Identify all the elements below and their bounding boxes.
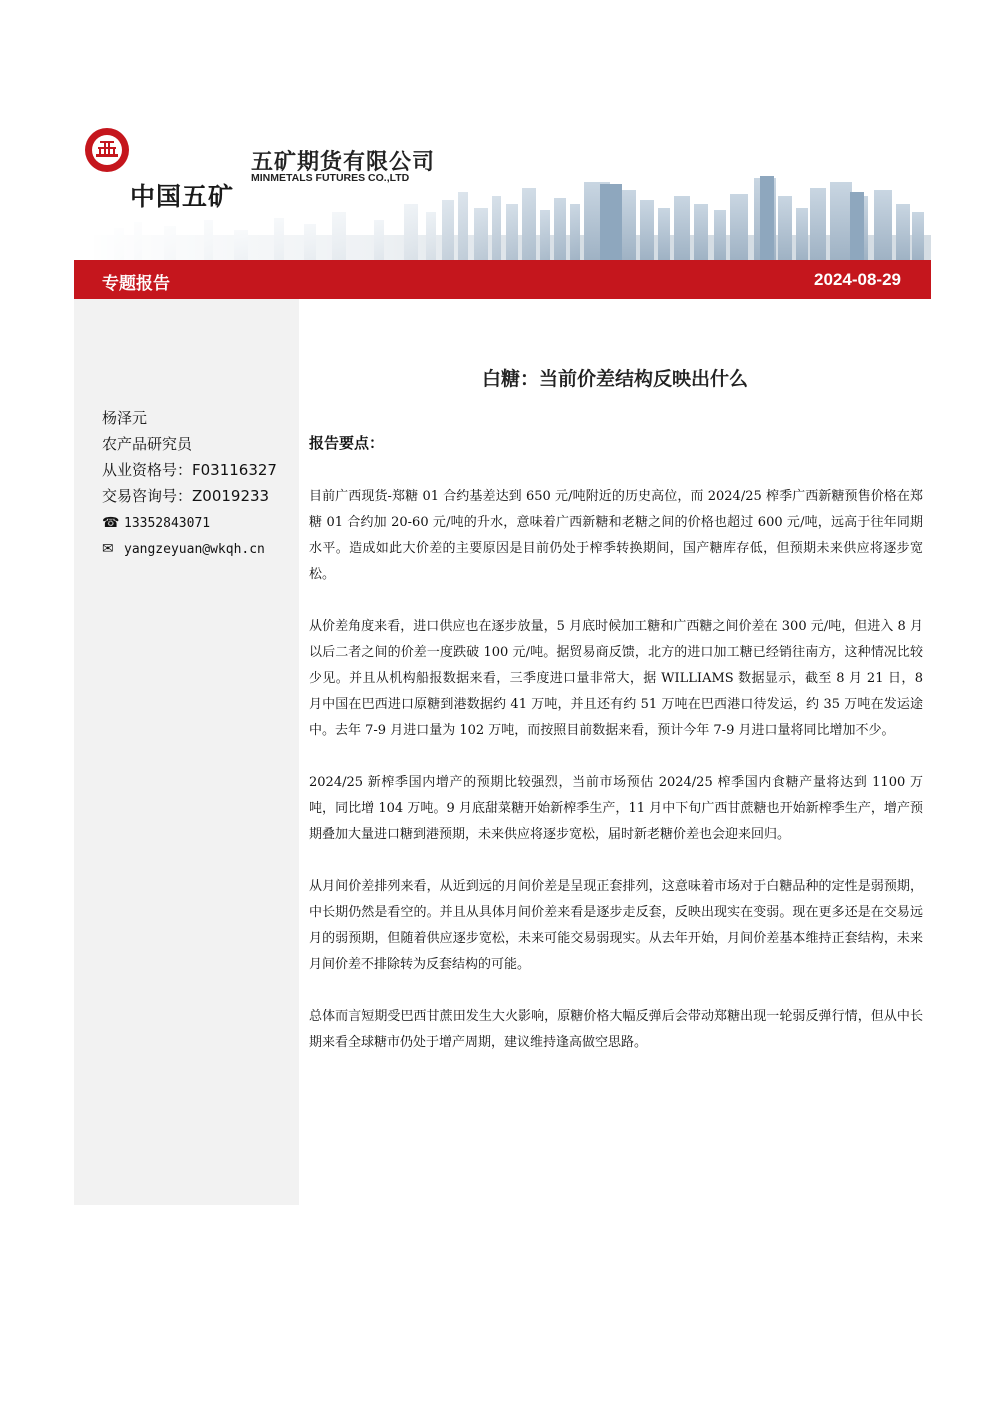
phone-icon: ☎ bbox=[102, 515, 120, 531]
company-name-cn: 五矿期货有限公司 bbox=[251, 150, 436, 175]
paragraph: 目前广西现货-郑糖 01 合约基差达到 650 元/吨附近的历史高位，而 2024/25 榨季广西新糖预售价格在郑糖 01 合约加 20-60 元/吨的升水，意味着广西新糖和老糖之间的价格也超过 600 元/吨，远高于往年同期水平。造成如此大价差的主要原因是目前仍处于榨季转换期间，国产糖库存低，但预期未来供应将逐步宽松。 bbox=[309, 489, 923, 582]
author-qualification: 从业资格号：F03116327 bbox=[102, 461, 277, 479]
report-title bbox=[300, 364, 930, 391]
author-email[interactable]: yangzeyuan@wkqh.cn bbox=[124, 542, 265, 557]
author-block bbox=[102, 405, 277, 561]
author-name: 杨泽元 bbox=[102, 409, 148, 427]
author-email-row bbox=[102, 535, 277, 561]
author-phone: 13352843071 bbox=[124, 516, 211, 531]
minmetals-emblem-icon bbox=[84, 127, 130, 173]
author-phone-row bbox=[102, 509, 277, 535]
author-sidebar bbox=[74, 299, 299, 1205]
paragraph: 从价差角度来看，进口供应也在逐步放量，5 月底时候加工糖和广西糖之间价差在 300 元/吨，但进入 8 月以后二者之间的价差一度跌破 100 元/吨。据贸易商反馈，北方的进口加工糖已经销往南方，这种情况比较少见。并且从机构船报数据来看，三季度进口量非常大，据 WILLIAMS 数据显示，截至 8 月 21 日，8 月中国在巴西进口原糖到港数据约 41 万吨，并且还有约 51 万吨在巴西港口待发运，约 35 万吨在发运途中。去年 7-9 月进口量为 102 万吨，而按照目前数据来看，预计今年 7-9 月进口量将同比增加不少。 bbox=[309, 619, 923, 738]
report-body bbox=[309, 484, 923, 1082]
logo-chinese-text: 中国五矿 bbox=[130, 182, 235, 211]
section-heading: 报告要点： bbox=[309, 434, 385, 452]
company-name-en: MINMETALS FUTURES CO.,LTD bbox=[251, 172, 410, 184]
email-icon: ✉ bbox=[102, 541, 114, 557]
paragraph: 从月间价差排列来看，从近到远的月间价差是呈现正套排列，这意味着市场对于白糖品种的定性是弱预期，中长期仍然是看空的。并且从具体月间价差来看是逐步走反套，反映出现实在变弱。现在更多还是在交易远月的弱预期，但随着供应逐步宽松，未来可能交易弱现实。从去年开始，月间价差基本维持正套结构，未来月间价差不排除转为反套结构的可能。 bbox=[309, 879, 923, 972]
report-type-label: 专题报告 bbox=[102, 274, 170, 294]
report-title-text: 白糖：当前价差结构反映出什么 bbox=[481, 368, 748, 390]
paragraph: 2024/25 新榨季国内增产的预期比较强烈，当前市场预估 2024/25 榨季国内食糖产量将达到 1100 万吨，同比增 104 万吨。9 月底甜菜糖开始新榨季生产，11 月中下旬广西甘蔗糖也开始新榨季生产，增产预期叠加大量进口糖到港预期，未来供应将逐步宽松，届时新老糖价差也会迎来回归。 bbox=[309, 775, 923, 842]
report-date: 2024-08-29 bbox=[814, 270, 901, 289]
author-role: 农产品研究员 bbox=[102, 435, 193, 453]
report-type-bar bbox=[74, 260, 931, 299]
author-consult-id: 交易咨询号：Z0019233 bbox=[102, 487, 270, 505]
paragraph: 总体而言短期受巴西甘蔗田发生大火影响，原糖价格大幅反弹后会带动郑糖出现一轮弱反弹行情，但从中长期来看全球糖市仍处于增产周期，建议维持逢高做空思路。 bbox=[309, 1009, 923, 1050]
